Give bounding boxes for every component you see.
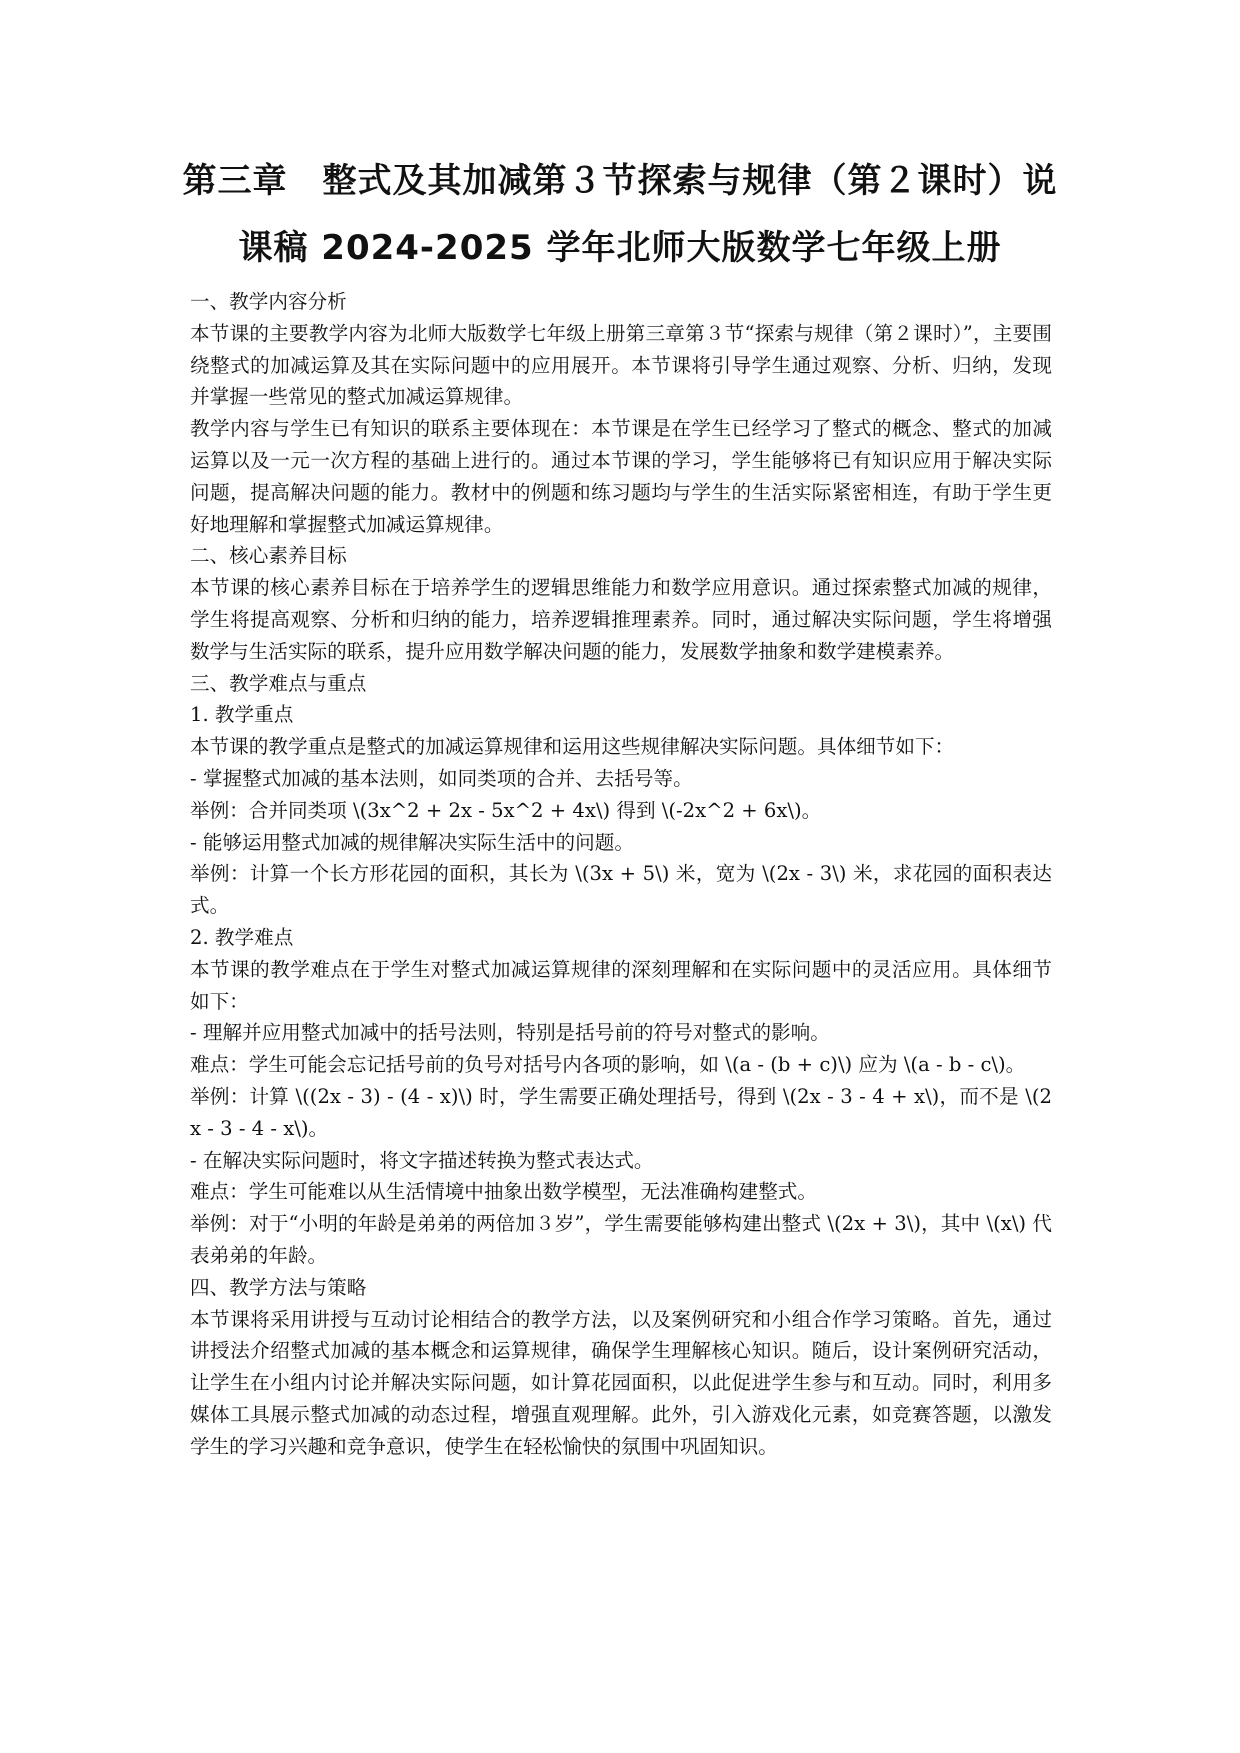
list-item: - 能够运用整式加减的规律解决实际生活中的问题。	[190, 830, 634, 854]
section-heading-difficulties: 三、教学难点与重点	[190, 671, 367, 695]
example-line: 举例：对于“小明的年龄是弟弟的两倍加３岁”，学生需要能够构建出整式 \(2x + 3\)，其中 \(x\) 代表弟弟的年龄。	[190, 1212, 1052, 1267]
paragraph: 教学内容与学生已有知识的联系主要体现在：本节课是在学生已经学习了整式的概念、整式的加减运算以及一元一次方程的基础上进行的。通过本节课的学习，学生能够将已有知识应用于解决实际问题，提高解决问题的能力。教材中的例题和练习题均与学生的生活实际紧密相连，有助于学生更好地理解和掌握整式加减运算规律。	[190, 417, 1052, 536]
example-line: 举例：计算一个长方形花园的面积，其长为 \(3x + 5\) 米，宽为 \(2x - 3\) 米，求花园的面积表达式。	[190, 862, 1052, 918]
paragraph: 本节课的教学难点在于学生对整式加减运算规律的深刻理解和在实际问题中的灵活应用。具体细节如下：	[190, 957, 1052, 1013]
document-title-line-1: 第三章 整式及其加减第３节探索与规律（第２课时）说	[182, 161, 1058, 201]
difficulty-line: 难点：学生可能难以从生活情境中抽象出数学模型，无法准确构建整式。	[190, 1180, 817, 1204]
subsection-heading-difficult-points: 2. 教学难点	[190, 925, 294, 949]
document-title-line-2: 课稿 2024-2025 学年北师大版数学七年级上册	[238, 228, 1002, 268]
section-heading-core-literacy: 二、核心素养目标	[190, 544, 347, 568]
section-heading-methods: 四、教学方法与策略	[190, 1275, 367, 1299]
example-line: 举例：计算 \((2x - 3) - (4 - x)\) 时，学生需要正确处理括号，得到 \(2x - 3 - 4 + x\)，而不是 \(2x - 3 - 4 - x\)。	[190, 1084, 1052, 1140]
paragraph: 本节课的教学重点是整式的加减运算规律和运用这些规律解决实际问题。具体细节如下：	[190, 735, 955, 759]
difficulty-line: 难点：学生可能会忘记括号前的负号对括号内各项的影响，如 \(a - (b + c)\) 应为 \(a - b - c\)。	[190, 1053, 1026, 1077]
paragraph: 本节课的主要教学内容为北师大版数学七年级上册第三章第３节“探索与规律（第２课时）”，主要围绕整式的加减运算及其在实际问题中的应用展开。本节课将引导学生通过观察、分析、归纳，发现并掌握一些常见的整式加减运算规律。	[190, 321, 1052, 409]
document-body	[190, 286, 1052, 1462]
example-line: 举例：合并同类项 \(3x^2 + 2x - 5x^2 + 4x\) 得到 \(-2x^2 + 6x\)。	[190, 798, 822, 822]
section-heading-content-analysis: 一、教学内容分析	[190, 290, 347, 313]
paragraph: 本节课的核心素养目标在于培养学生的逻辑思维能力和数学应用意识。通过探索整式加减的规律，学生将提高观察、分析和归纳的能力，培养逻辑推理素养。同时，通过解决实际问题，学生将增强数学与生活实际的联系，提升应用数学解决问题的能力，发展数学抽象和数学建模素养。	[190, 576, 1052, 663]
subsection-heading-key-points: 1. 教学重点	[190, 703, 294, 727]
list-item: - 在解决实际问题时，将文字描述转换为整式表达式。	[190, 1148, 654, 1172]
list-item: - 掌握整式加减的基本法则，如同类项的合并、去括号等。	[190, 766, 693, 790]
list-item: - 理解并应用整式加减中的括号法则，特别是括号前的符号对整式的影响。	[190, 1021, 830, 1045]
paragraph: 本节课将采用讲授与互动讨论相结合的教学方法，以及案例研究和小组合作学习策略。首先，通过讲授法介绍整式加减的基本概念和运算规律，确保学生理解核心知识。随后，设计案例研究活动，让学生在小组内讨论并解决实际问题，如计算花园面积，以此促进学生参与和互动。同时，利用多媒体工具展示整式加减的动态过程，增强直观理解。此外，引入游戏化元素，如竞赛答题，以激发学生的学习兴趣和竞争意识，使学生在轻松愉快的氛围中巩固知识。	[190, 1307, 1052, 1458]
